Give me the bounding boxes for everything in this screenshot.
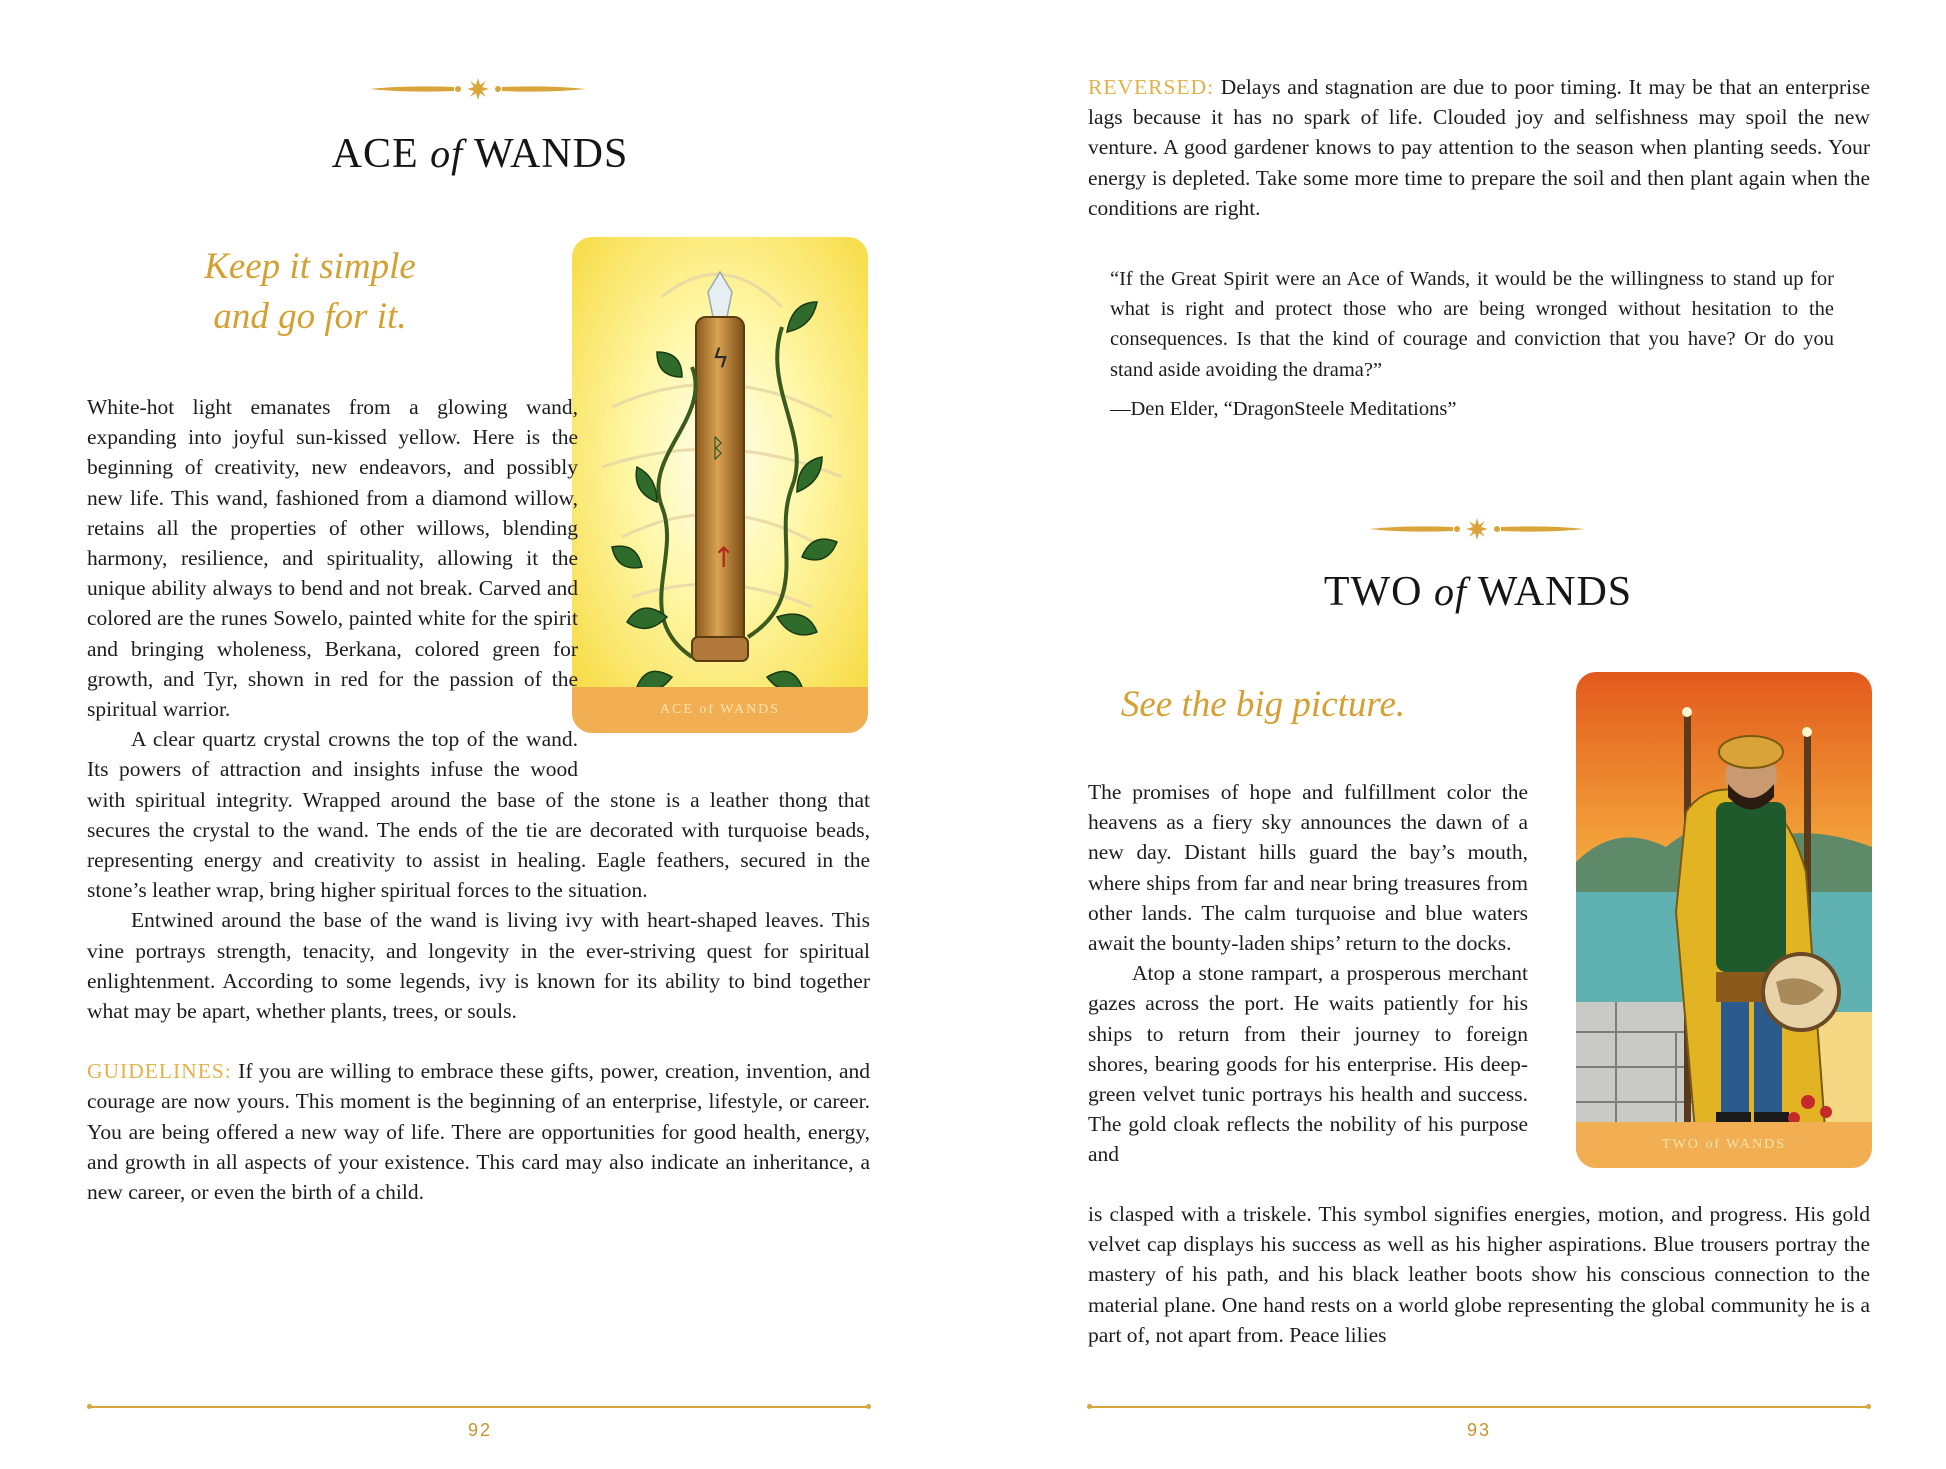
guidelines-text: If you are willing to embrace these gifts, power, creation, invention, and courage are now yours. This moment is the beginning of an enterprise, lifestyle, or career. You are being offered a new way of life. There are opportunities for good health, energy, and growth in all aspects of your existence. This card may also indicate an inheritance, a new career, or even the birth of a child. — [87, 1059, 870, 1205]
quote-attribution: —Den Elder, “DragonSteele Meditations” — [1110, 397, 1457, 420]
tagline — [160, 242, 460, 342]
ornament-divider-icon — [1367, 518, 1587, 540]
page-number: 93 — [1466, 1420, 1492, 1440]
footer-rule — [1089, 1406, 1869, 1408]
two-of-wands-illustration — [1576, 672, 1872, 1168]
continuation-paragraph: is clasped with a triskele. This symbol signifies energies, motion, and progress. His gold velvet cap displays his success as well as his higher aspirations. Blue trousers portray the mastery of his path, and his black leather boots show his conscious connection to the material plane. One hand rests on a world globe representing the global community he is a part of, not apart from. Peace lilies — [1088, 1202, 1870, 1347]
quote-text: “If the Great Spirit were an Ace of Wands, it would be the willingness to stand up for what is right and protect those who are being wronged without hesitation to the consequences. Is that the kind of courage and conviction that you have? Or do you stand aside avoiding the drama?” — [1110, 268, 1834, 381]
guidelines-paragraph — [87, 1056, 870, 1207]
tagline-line: and go for it. — [213, 296, 407, 337]
page-number: 92 — [467, 1420, 493, 1440]
body-text-block — [1088, 777, 1528, 1170]
card-title — [310, 130, 650, 178]
paragraph: Entwined around the base of the wand is living ivy with heart-shaped leaves. This vine portrays strength, tenacity, and longevity in the ever-striving quest for spiritual enlightenment. According to some legends, ivy is known for its ability to bind together what may be apart, whether plants, trees, or souls. — [87, 908, 870, 1024]
guidelines-label: GUIDELINES: — [87, 1059, 232, 1084]
title-of: of — [1433, 569, 1468, 614]
paragraph: Atop a stone rampart, a prosperous merchant gazes across the port. He waits patiently for his ships to return from their journey to foreign shores, bearing goods for his enterprise. His deep-green velvet tunic portrays his health and success. The gold cloak reflects the nobility of his purpose and — [1088, 961, 1528, 1167]
svg-text:ϟ: ϟ — [712, 344, 730, 374]
tagline: See the big picture. — [1120, 684, 1406, 725]
tagline-line: Keep it simple — [204, 246, 416, 287]
card-caption: TWO of WANDS — [1661, 1137, 1787, 1152]
body-text-block — [87, 392, 870, 1207]
footer-rule — [89, 1406, 869, 1408]
ornament-divider-icon — [368, 78, 588, 100]
paragraph: The promises of hope and fulfillment color the heavens as a fiery sky announces the dawn of a new day. Distant hills guard the bay’s mouth, where ships from far and near bring treasures from other lands. The calm turquoise and blue waters await the bounty-laden ships’ return to the docks. — [1088, 780, 1528, 956]
paragraph: A clear quartz crystal crowns the top of the wand. Its powers of attraction and insights infuse the wood with spiritual integrity. Wrapped around the base of the stone is a leather thong that secures the crystal to the wand. The ends of the tie are decorated with turquoise beads, representing energy and creativity to assist in healing. Eagle feathers, secured in the stone’s leather wrap, bring higher spiritual forces to the situation. — [87, 727, 870, 903]
title-prefix: TWO — [1323, 569, 1423, 615]
svg-text:↑: ↑ — [712, 541, 736, 574]
card-float-spacer — [578, 392, 870, 761]
card-title — [1303, 568, 1653, 616]
block-quote — [1110, 264, 1834, 424]
paragraph: White-hot light emanates from a glowing wand, expanding into joyful sun-kissed yellow. Here is the beginning of creativity, new endeavors, and possibly new life. This wand, fashioned from a diamond willow, retains all the properties of other willows, blending harmony, resilience, and spirituality, allowing it the unique ability always to bend and not break. Carved and colored are the runes Sowelo, painted white for the spirit and bringing wholeness, Berkana, colored green for growth, and Tyr, shown in red for the passion of the spiritual warrior. — [87, 395, 578, 722]
title-of: of — [430, 131, 464, 176]
title-prefix: ACE — [331, 131, 419, 177]
title-suffix: WANDS — [474, 131, 629, 177]
card-caption: ACE of WANDS — [659, 702, 781, 717]
title-suffix: WANDS — [1477, 569, 1633, 615]
svg-text:ᛒ: ᛒ — [710, 434, 726, 464]
right-page — [973, 0, 1946, 1469]
reversed-paragraph — [1088, 72, 1870, 223]
reversed-text: Delays and stagnation are due to poor timing. It may be that an enterprise lags because it has no spark of life. Clouded joy and selfishness may spoil the new venture. A good gardener knows to pay attention to the season when planting seeds. Your energy is depleted. Take some more time to prepare the soil and then plant again when the conditions are right. — [1088, 75, 1870, 220]
reversed-label: REVERSED: — [1088, 75, 1215, 99]
two-of-wands-card-image — [1576, 672, 1872, 1168]
